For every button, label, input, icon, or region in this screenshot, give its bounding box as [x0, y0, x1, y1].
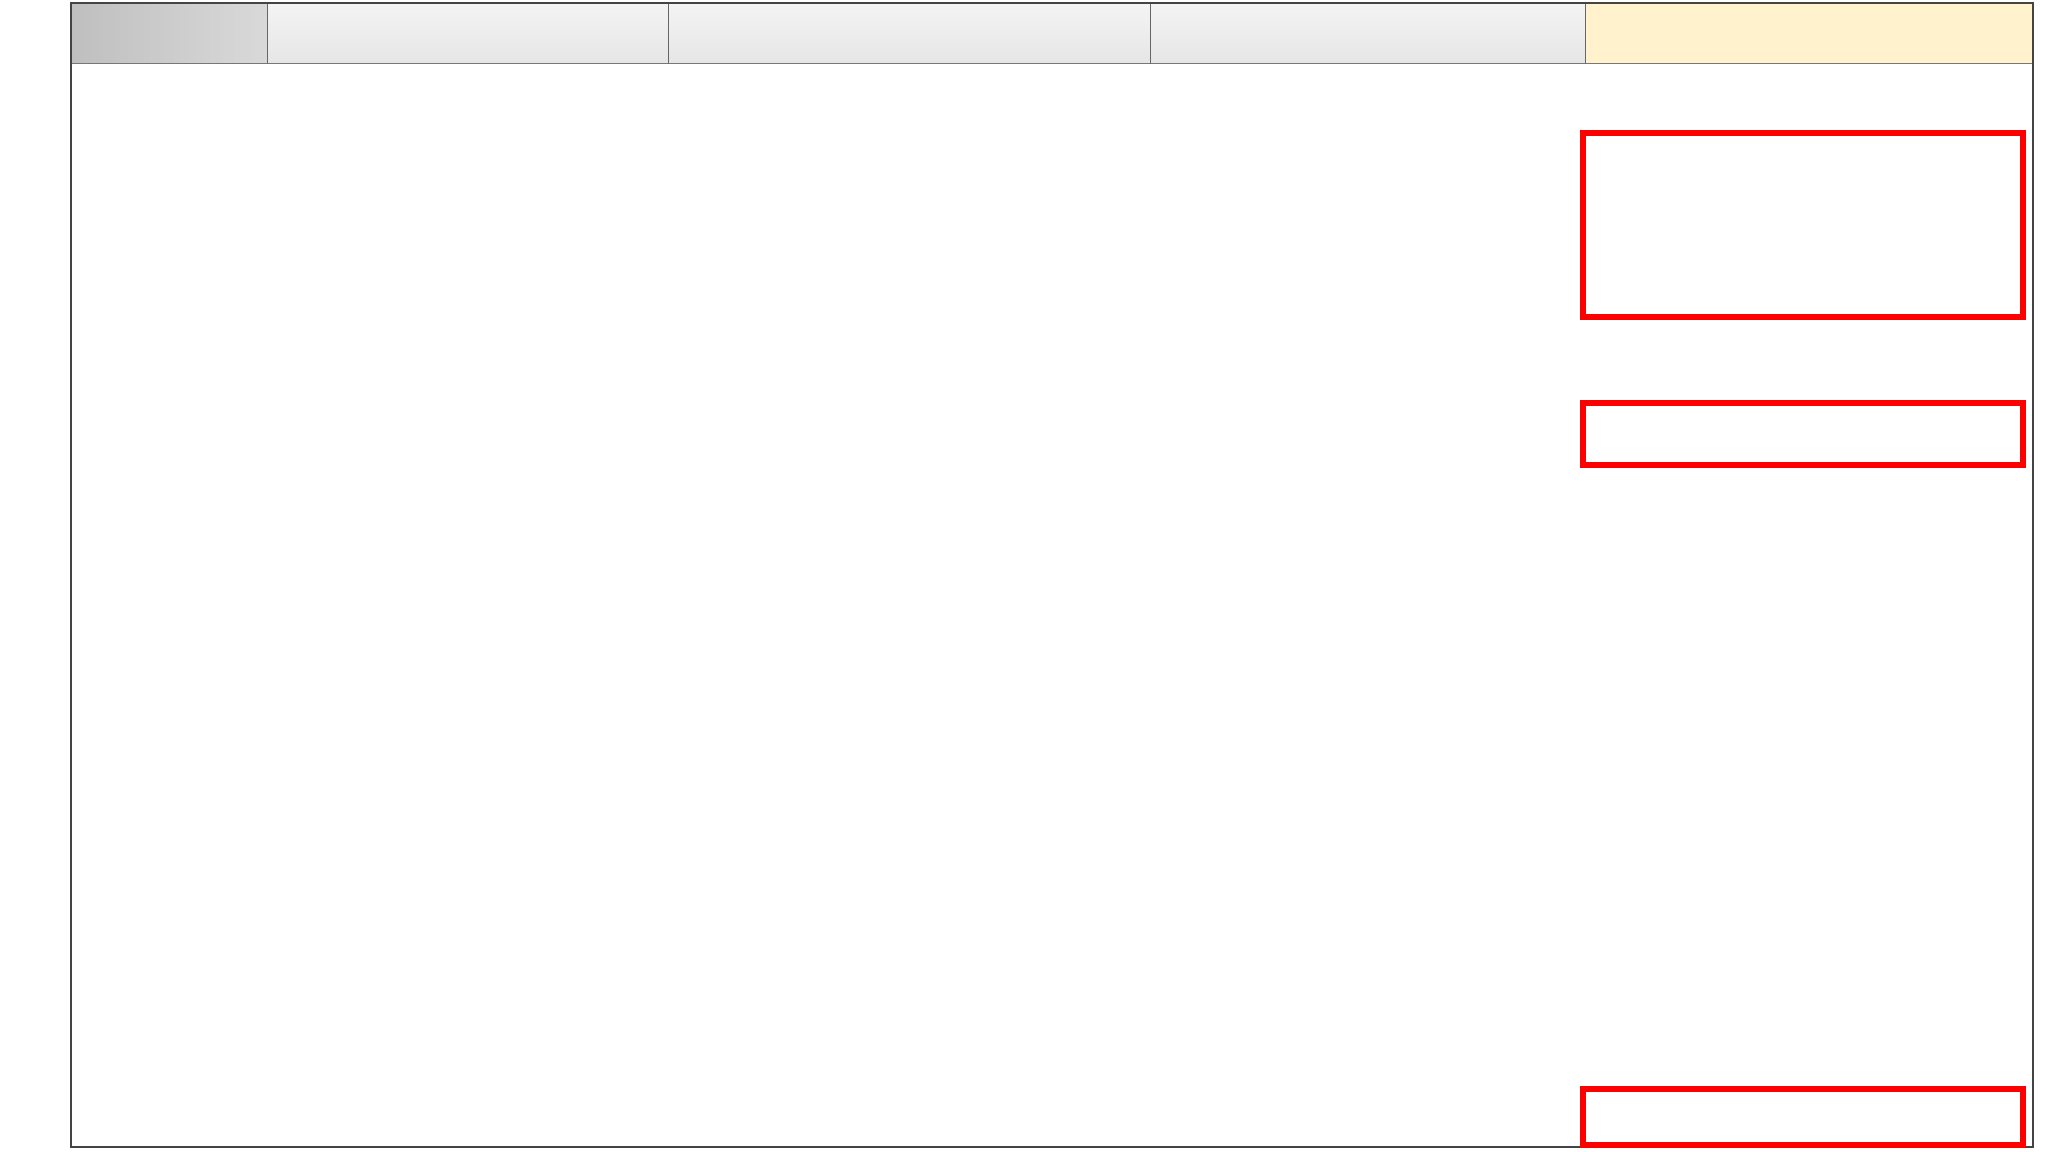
side-title [4, 0, 68, 1152]
header-web3 [1151, 4, 1587, 64]
highlight-box-roles [1580, 130, 2026, 320]
comparison-table [70, 2, 2034, 1148]
header-web1 [268, 4, 670, 64]
header-row [72, 4, 2032, 64]
highlight-box-authorship [1580, 1086, 2026, 1148]
header-web2 [669, 4, 1151, 64]
header-web4 [1586, 4, 2032, 64]
highlight-box-resources [1580, 400, 2026, 468]
header-corner [72, 4, 268, 64]
